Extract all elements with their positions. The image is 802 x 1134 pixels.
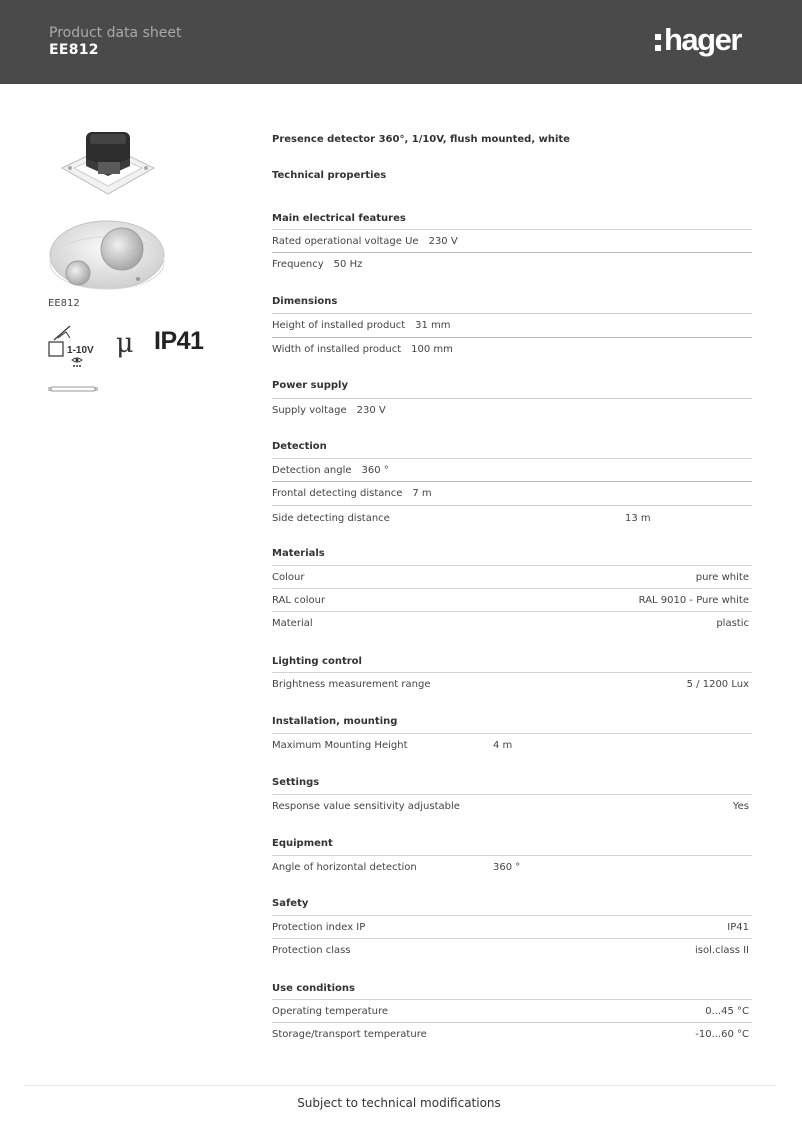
spec-key: Detection angle (272, 465, 352, 476)
spec-key: Maximum Mounting Height (272, 740, 408, 751)
spec-key: Colour (272, 572, 305, 583)
product-reference-label: EE812 (48, 298, 80, 309)
spec-row (272, 337, 752, 360)
section-title-use-conditions: Use conditions (272, 983, 355, 994)
spec-row (272, 611, 752, 634)
spec-key: Frequency (272, 259, 324, 270)
spec-value: 360 ° (493, 862, 521, 873)
brand-logo (655, 20, 741, 60)
page-footer (0, 1096, 802, 1110)
spec-key: Response value sensitivity adjustable (272, 801, 460, 812)
spec-key: Height of installed product (272, 320, 406, 331)
section-title-installation: Installation, mounting (272, 716, 398, 727)
section-title-detection: Detection (272, 441, 327, 452)
spec-value: IP41 (727, 922, 749, 933)
fluorescent-tube-icon (48, 385, 98, 393)
spec-value: plastic (716, 618, 749, 629)
spec-value: 50 Hz (333, 259, 363, 270)
spec-row (272, 999, 752, 1022)
spec-row (272, 252, 752, 275)
spec-row (272, 915, 752, 938)
page-header (0, 0, 802, 84)
spec-value: 5 / 1200 Lux (686, 679, 749, 690)
section-title-power-supply: Power supply (272, 380, 348, 391)
footer-divider (24, 1085, 776, 1086)
spec-row (272, 565, 752, 588)
spec-value: 230 V (428, 236, 458, 247)
detector-product-image (48, 215, 166, 293)
spec-value: RAL 9010 - Pure white (638, 595, 749, 606)
flush-box-product-image (58, 128, 158, 196)
spec-key: Rated operational voltage Ue (272, 236, 419, 247)
spec-row (272, 398, 752, 421)
spec-value: isol.class II (695, 945, 749, 956)
section-title-dimensions: Dimensions (272, 296, 338, 307)
logo-text: hager (664, 22, 741, 57)
spec-key: Brightness measurement range (272, 679, 431, 690)
spec-row (272, 672, 752, 695)
logo-dots-icon (655, 34, 661, 51)
spec-value: 100 mm (411, 344, 453, 355)
section-title-settings: Settings (272, 777, 320, 788)
spec-value: -10...60 °C (695, 1029, 749, 1040)
spec-key: Width of installed product (272, 344, 402, 355)
spec-row (272, 1022, 752, 1045)
technical-properties-title: Technical properties (272, 170, 387, 181)
product-code: EE812 (49, 42, 99, 58)
section-title-materials: Materials (272, 548, 325, 559)
section-title-safety: Safety (272, 898, 309, 909)
spec-key: Protection class (272, 945, 351, 956)
spec-value: 4 m (493, 740, 513, 751)
spec-row (272, 505, 752, 530)
section-title-electrical: Main electrical features (272, 213, 406, 224)
micro-switch-symbol: μ (116, 328, 134, 359)
ip-rating-symbol: IP41 (154, 327, 204, 355)
spec-row (272, 481, 752, 504)
spec-row (272, 938, 752, 961)
spec-key: Operating temperature (272, 1006, 389, 1017)
symbol-1-10v-text: 1-10V (67, 345, 94, 356)
spec-key: Frontal detecting distance (272, 488, 403, 499)
spec-value: 13 m (625, 513, 651, 524)
spec-value: 7 m (412, 488, 432, 499)
spec-value: 230 V (356, 405, 386, 416)
spec-key: Storage/transport temperature (272, 1029, 427, 1040)
spec-value: pure white (695, 572, 749, 583)
section-title-equipment: Equipment (272, 838, 333, 849)
spec-value: 0...45 °C (705, 1006, 749, 1017)
spec-value: 31 mm (415, 320, 451, 331)
spec-row (272, 458, 752, 481)
spec-key: Protection index IP (272, 922, 366, 933)
spec-key: RAL colour (272, 595, 326, 606)
spec-key: Side detecting distance (272, 513, 390, 524)
spec-value: 360 ° (361, 465, 389, 476)
spec-key: Material (272, 618, 313, 629)
spec-row (272, 313, 752, 336)
document-type-label: Product data sheet (49, 25, 182, 41)
dimmable-1-10v-symbol-icon (48, 322, 98, 368)
spec-value: Yes (732, 801, 749, 812)
footer-note: Subject to technical modifications (297, 1096, 501, 1110)
spec-key: Supply voltage (272, 405, 347, 416)
spec-row (272, 794, 752, 817)
product-title: Presence detector 360°, 1/10V, flush mounted, white (272, 134, 570, 145)
spec-row (272, 733, 752, 756)
spec-row (272, 588, 752, 611)
spec-key: Angle of horizontal detection (272, 862, 417, 873)
spec-row (272, 855, 752, 878)
section-title-lighting-control: Lighting control (272, 656, 362, 667)
spec-row (272, 229, 752, 252)
